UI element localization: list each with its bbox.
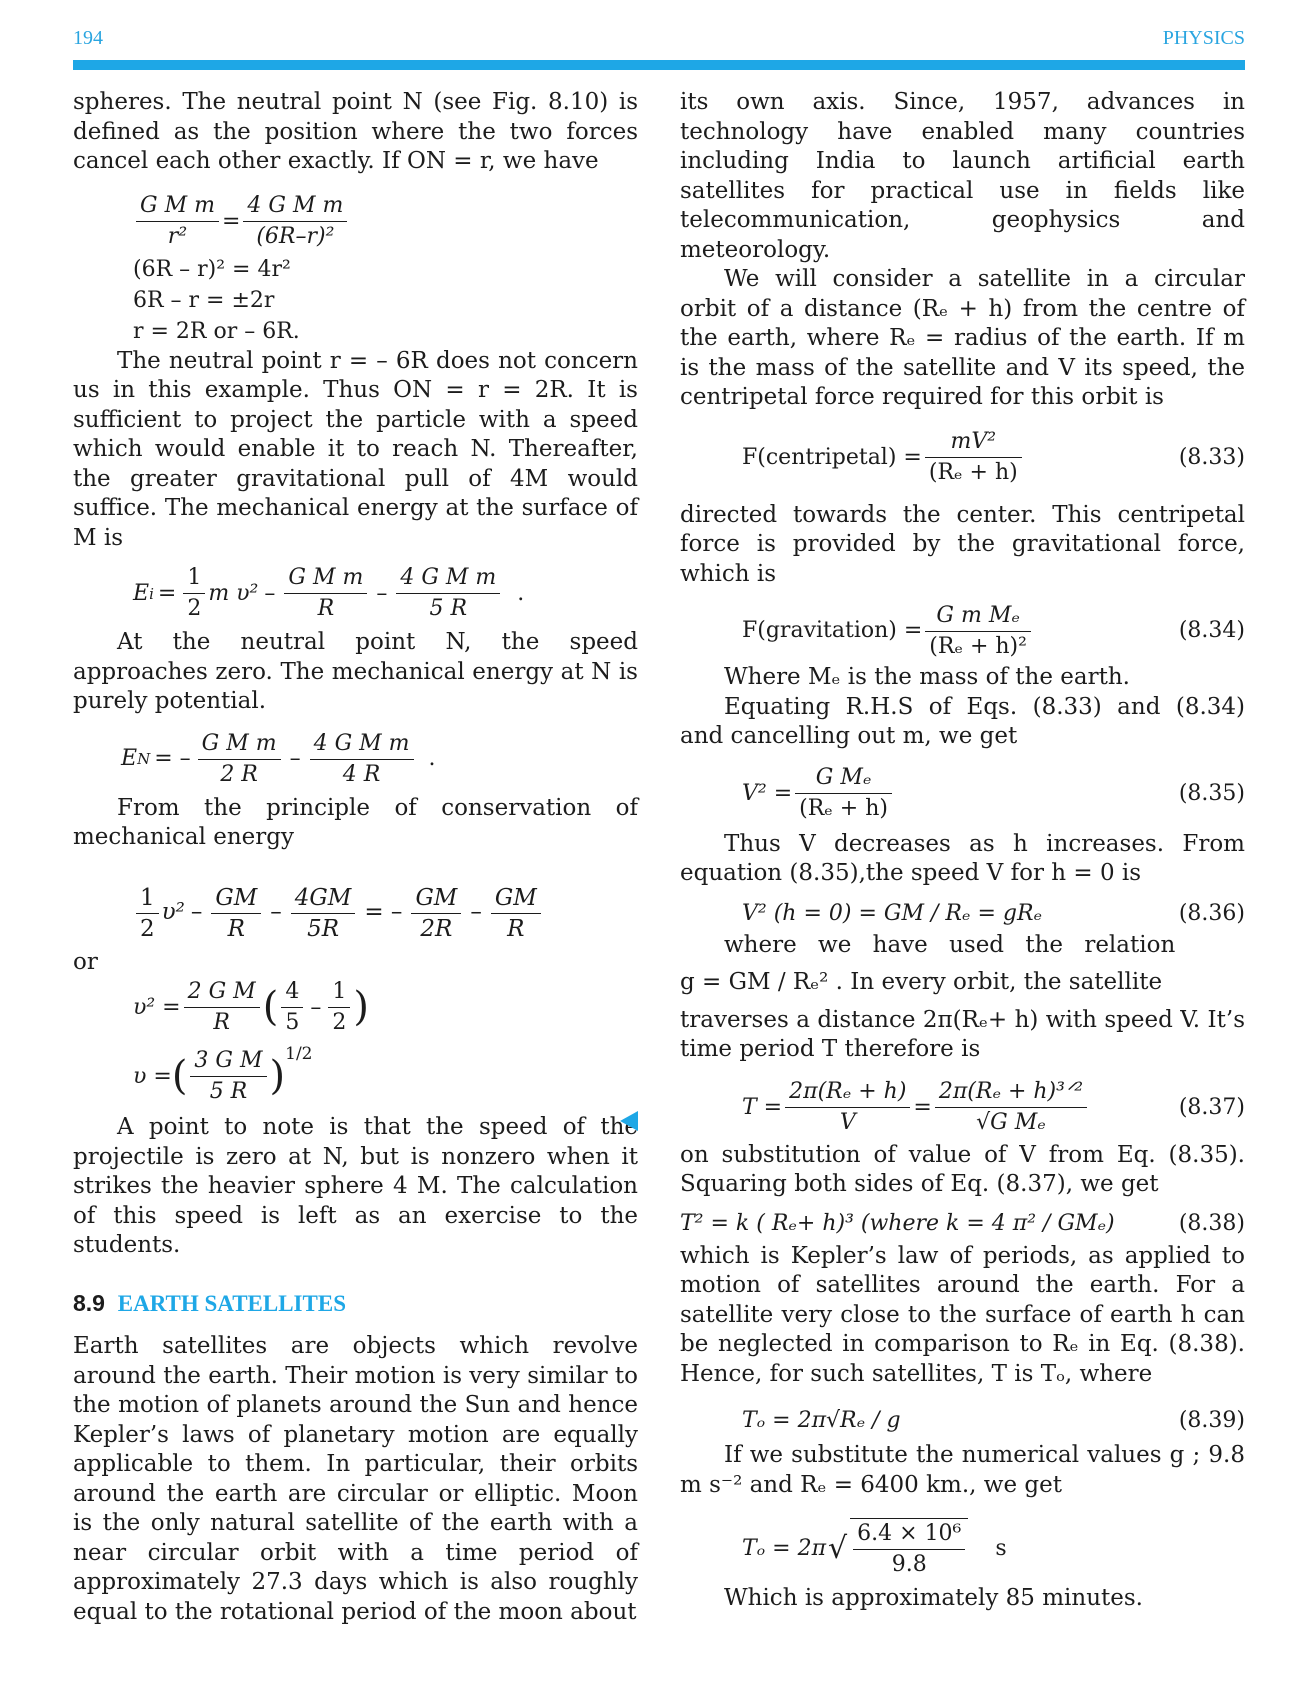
eq-lhs: υ = [133,1063,172,1089]
eq-sign: – [190,899,203,926]
equation-number: (8.33) [1178,444,1245,470]
paragraph: If we substitute the numerical values g ; 9.8 m s⁻² and Rₑ = 6400 km., we get [680,1442,1245,1498]
left-column [73,88,638,1627]
header-rule [73,60,1245,70]
eq-denominator: R [227,915,245,942]
paragraph: on substitution of value of V from Eq. (8.35). Squaring both sides of Eq. (8.37), we get [680,1141,1245,1197]
eq-numerator: GM [411,883,461,914]
eq-denominator: R [317,596,335,621]
radical-sign-icon: √ [828,1531,848,1567]
eq-denominator: (Rₑ + h) [928,460,1018,485]
eq-numerator: G M m [198,729,281,760]
eq-numerator: 1 [328,977,350,1008]
paragraph: spheres. The neutral point N (see Fig. 8.10) is defined as the position where the two forces cancel each other exactly. If ON = r, we have [73,89,638,174]
eq-sign: = [913,1094,932,1120]
eq-numerator: G Mₑ [795,763,892,794]
eq-body: T² = k ( Rₑ+ h)³ (where k = 4 π² / GMₑ) [680,1210,1115,1236]
right-paren-glyph: ) [353,983,369,1030]
equation-number: (8.39) [1178,1408,1245,1434]
eq-sign: = – [364,899,403,926]
eq-denominator: 5R [307,915,340,942]
eq-numerator: GM [211,883,261,914]
eq-numerator: G M m [284,563,367,594]
paragraph: directed towards the center. This centripetal force is provided by the gravitational force, which is [680,501,1245,587]
eq-term: m υ² [208,580,259,606]
eq-numerator: 6.4 × 10⁶ [853,1519,965,1550]
right-paren-glyph: ) [269,1052,286,1099]
eq-denominator: 4 R [342,761,381,787]
paragraph: At the neutral point N, the speed approaches zero. The mechanical energy at N is purely potential. [73,629,638,714]
paragraph: g = GM / Rₑ² . In every orbit, the satellite [680,969,1163,995]
equation-line: 6R – r = ±2r [133,287,275,313]
paragraph: traverses a distance 2π(Rₑ+ h) with speed V. It’s time period T therefore is [680,1006,1245,1062]
equation-block [133,883,638,944]
eq-unit: s [995,1536,1007,1562]
eq-lhs: E [133,580,150,606]
eq-denominator: (6R–r)² [256,223,335,249]
eq-denominator: 5 R [209,1079,248,1104]
equation-number: (8.38) [1178,1210,1245,1236]
equation-block: E i = $\frac{1}{2}$ m υ² – $\frac{\text{G M m}}{R}$ – $\frac{\text{4 G M m}}{5 R}$ . [133,563,638,624]
equation-block [742,1401,1245,1441]
paragraph: From the principle of conservation of mechanical energy [73,794,638,850]
equation-line: (6R – r)² = 4r² [133,256,291,282]
right-column [680,88,1245,1614]
page-number: 194 [73,27,103,49]
equation-number: (8.36) [1178,900,1245,926]
eq-lhs: υ² = [133,994,181,1020]
eq-numerator: GM [491,883,541,914]
eq-lhs: V² = [742,780,793,806]
eq-numerator: G M m [136,191,219,222]
eq-sign: – [289,746,301,772]
eq-numerator: 4GM [291,883,356,914]
eq-body: Tₒ = 2π√Rₑ / g [742,1408,901,1434]
eq-numerator: 1 [136,883,159,914]
eq-sign: – [470,899,482,926]
eq-sign: = – [154,746,191,772]
eq-denominator: R [507,915,525,942]
eq-numerator: 2π(Rₑ + h) [785,1077,910,1108]
eq-denominator: R [213,1010,230,1035]
eq-lhs: F(centripetal) = [742,444,922,470]
left-pointing-triangle-icon [620,1111,638,1131]
eq-period: . [428,746,436,772]
equation-block [742,1514,1245,1584]
eq-denominator: 2 R [220,761,258,787]
eq-sign: – [376,580,388,606]
eq-lhs: E [121,746,138,772]
equation-block [680,1206,1245,1242]
eq-denominator: 5 [285,1010,300,1035]
equation-number: (8.35) [1178,780,1245,806]
eq-denominator: 2R [420,915,453,942]
left-paren-glyph: ( [171,1052,188,1099]
section-number: 8.9 [73,1289,105,1316]
paragraph: Thus V decreases as h increases. From equation (8.35),the speed V for h = 0 is [680,830,1245,886]
equation-number: (8.34) [1178,618,1245,644]
equation-line: r = 2R or – 6R. [133,318,300,344]
eq-denominator: (Rₑ + h) [799,796,888,821]
eq-lhs: F(gravitation) = [742,618,923,644]
paragraph: A point to note is that the speed of the projectile is zero at N, but is nonzero when it strikes the heavier sphere 4 M. The calculation of this speed is left as an exercise to the students. [73,1114,638,1258]
section-title: EARTH SATELLITES [117,1290,346,1316]
running-header-subject: PHYSICS [1162,27,1245,49]
eq-sign: = [221,208,241,234]
eq-numerator: 2π(Rₑ + h)³ᐟ² [935,1077,1087,1108]
paragraph: Equating R.H.S of Eqs. (8.33) and (8.34) and cancelling out m, we get [680,693,1245,749]
eq-denominator: r² [167,223,188,249]
equation-block [742,1075,1245,1141]
connector-word: or [73,948,98,975]
equation-block [133,191,638,347]
eq-numerator: 2 G M [184,977,260,1008]
eq-sign: – [270,899,282,926]
eq-numerator: mV² [925,427,1022,458]
equation-block [742,897,1245,931]
paragraph: where we have used the relation [724,931,1176,958]
eq-numerator: G m Mₑ [925,601,1031,632]
equation-block [742,427,1245,489]
eq-numerator: 4 G M m [310,729,414,760]
paragraph: Earth satellites are objects which revolve around the earth. Their motion is very similar to the motion of planets around the Sun and hence Kepler’s laws of planetary motion are equally applicable to them. In particular, their orbits around the earth are circular or elliptic. Moon is the only natural satellite of the earth with a near circular orbit with a time period of approximately 27.3 days which is also roughly equal to the rotational period of the moon about [73,1333,639,1625]
eq-denominator: 2 [187,596,202,621]
eq-denominator: 2 [140,915,155,942]
paragraph: We will consider a satellite in a circular orbit of a distance (Rₑ + h) from the centre of the earth, where Rₑ = radius of the earth. If m is the mass of the satellite and V its speed, the centripetal force required for this orbit is [680,266,1245,410]
eq-numerator: 4 G M m [243,191,347,222]
equation-block [742,762,1245,826]
section-heading [73,1289,638,1319]
eq-sign: – [310,994,322,1020]
eq-denominator: 9.8 [891,1552,927,1577]
eq-lhs: T = [742,1094,783,1120]
eq-numerator: 4 G M m [396,563,500,594]
eq-sign: – [264,580,276,606]
paragraph: Which is approximately 85 minutes. [724,1585,1143,1611]
eq-denominator: V [839,1110,856,1135]
eq-term: υ² [161,899,185,926]
eq-denominator: √G Mₑ [976,1110,1046,1135]
eq-body: V² (h = 0) = GM / Rₑ = gRₑ [742,900,1043,926]
eq-denominator: (Rₑ + h)² [929,633,1027,659]
eq-numerator: 3 G M [190,1046,266,1077]
eq-denominator: 5 R [429,596,468,621]
paragraph: The neutral point r = – 6R does not concern us in this example. Thus ON = r = 2R. It is sufficient to project the particle with a speed which would enable it to reach N. Thereafter, the greater gravitational pull of 4M would suffice. The mechanical energy at the surface of M is [73,347,638,551]
equation-number: (8.37) [1178,1094,1245,1120]
left-paren-glyph: ( [262,983,279,1030]
equation-block: υ = ( $\frac{\text{3 G M}}{5 R}$ ) 1/2 [133,1046,638,1107]
eq-denominator: 2 [332,1010,347,1035]
eq-period: . [517,580,525,606]
equation-block [133,977,638,1038]
equation-block [742,599,1245,663]
paragraph: which is Kepler’s law of periods, as applied to motion of satellites around the earth. For a satellite very close to the surface of earth h can be neglected in comparison to Rₑ in Eq. (8.38). Hence, for such satellites, T is Tₒ, where [680,1242,1245,1387]
equation-block: E N = – $\frac{\text{G M m}}{2 R}$ – $\frac{\text{4 G M m}}{4 R}$ . [121,729,638,790]
eq-lhs: Tₒ = 2π [742,1536,827,1562]
eq-sign: = [157,580,177,606]
eq-numerator: 1 [183,563,205,594]
paragraph: its own axis. Since, 1957, advances in technology have enabled many countries including India to launch artificial earth satellites for practical use in fields like telecommunication, geophysics and meteorology. [680,89,1245,263]
paragraph: Where Mₑ is the mass of the earth. [724,664,1130,690]
eq-numerator: 4 [281,977,303,1008]
